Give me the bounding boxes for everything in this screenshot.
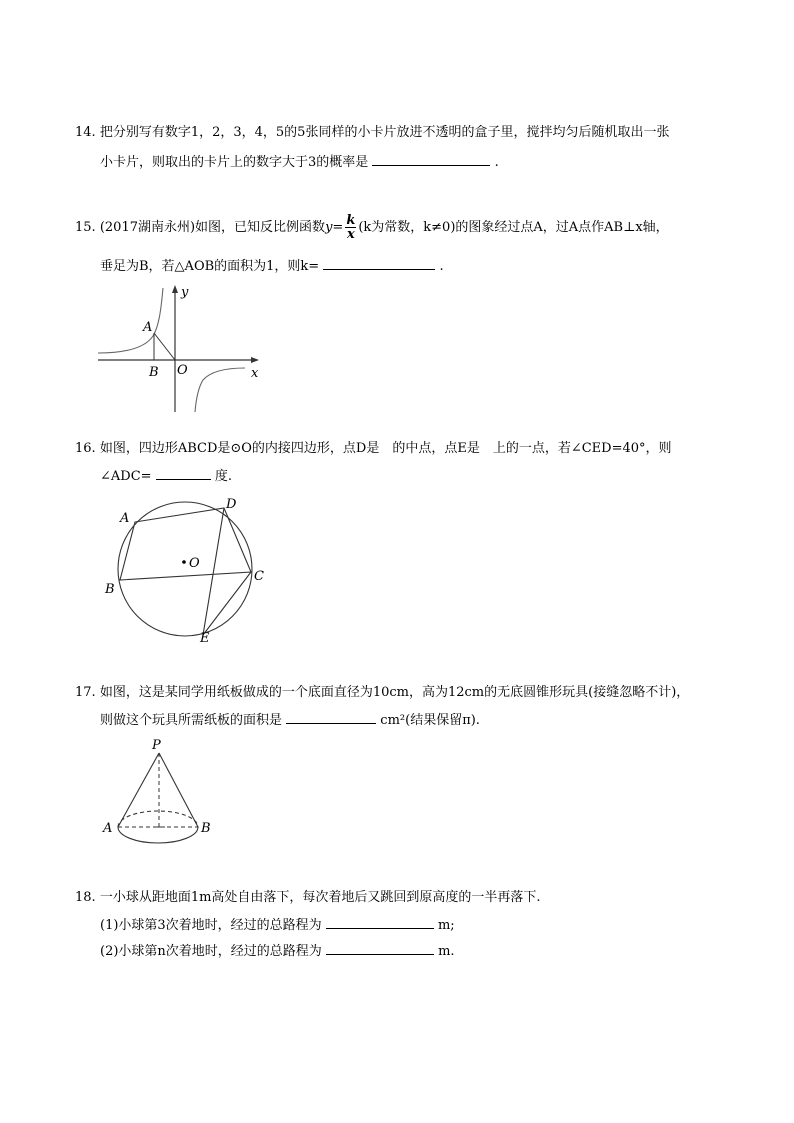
q16-answer-blank[interactable] <box>156 466 211 480</box>
q14-answer-blank[interactable] <box>372 152 490 166</box>
q14-text-2: 小卡片，则取出的卡片上的数字大于3的概率是 <box>100 155 369 170</box>
q15-y-eq: y= <box>325 220 344 235</box>
q18-number: 18. <box>75 890 96 905</box>
label-b: B <box>149 365 159 380</box>
q16-text-1: 如图，四边形ABCD是⊙O的内接四边形，点D是 的中点，点E是 上的一点，若∠CED=40°，则 <box>99 441 672 456</box>
q15-line1 <box>75 214 669 241</box>
q16-number: 16. <box>75 441 96 456</box>
label-c: C <box>254 569 264 584</box>
cone-base-back <box>118 811 198 827</box>
segment-ce <box>203 572 251 635</box>
q15-text-2: (k为常数，k≠0)的图象经过点A，过A点作AB⊥x轴， <box>358 220 669 235</box>
q18-sub2-end: m. <box>438 944 455 959</box>
q18-text-1: 一小球从距地面1m高处自由落下，每次着地后又跳回到原高度的一半再落下. <box>99 890 541 905</box>
label-x: x <box>251 366 259 381</box>
q18-sub1-answer-blank[interactable] <box>326 915 434 929</box>
q18-line1 <box>75 889 541 907</box>
q15-frac-num: k <box>346 213 356 228</box>
x-axis-arrow <box>251 357 259 363</box>
q14-number: 14. <box>75 125 96 140</box>
q16-line2 <box>100 466 232 486</box>
circle-o <box>118 502 252 636</box>
q17-line1 <box>75 684 689 702</box>
q14-line1 <box>75 124 669 142</box>
q17-unit: cm²(结果保留π). <box>380 713 480 728</box>
q15-text-1: (2017湖南永州)如图，已知反比例函数 <box>99 220 326 235</box>
q16-circle-figure <box>100 495 275 647</box>
label-b: B <box>105 582 115 597</box>
segment-ao <box>154 333 175 360</box>
q15-frac-den: x <box>346 227 355 242</box>
cone-side-pa <box>118 753 159 827</box>
q15-line2 <box>100 256 444 276</box>
q18-sub1-text: (1)小球第3次着地时，经过的总路程为 <box>100 918 322 933</box>
y-axis-arrow <box>172 285 178 293</box>
q15-hyperbola-figure <box>95 280 270 415</box>
q15-end: . <box>439 259 444 274</box>
label-o: O <box>177 363 188 378</box>
q14-text-1: 把分别写有数字1，2，3，4，5的5张同样的小卡片放进不透明的盒子里，搅拌均匀后随机取出一张 <box>99 125 670 140</box>
label-a: A <box>103 821 113 836</box>
q15-answer-blank[interactable] <box>323 256 435 270</box>
q14-line2 <box>100 152 499 172</box>
label-a: A <box>120 511 130 526</box>
q16-end: 度. <box>214 469 232 484</box>
center-o <box>182 560 186 564</box>
label-p: P <box>152 738 161 753</box>
q15-text-3: 垂足为B，若△AOB的面积为1，则k= <box>100 259 320 274</box>
q17-cone-figure <box>100 735 220 855</box>
q18-sub1-end: m; <box>437 918 455 933</box>
q15-number: 15. <box>75 220 96 235</box>
label-a: A <box>143 320 153 335</box>
label-d: D <box>226 497 237 512</box>
quadrilateral-abcd <box>120 508 251 580</box>
hyperbola-branch-left <box>98 288 163 353</box>
q18-sub2 <box>100 941 455 961</box>
q17-text-2: 则做这个玩具所需纸板的面积是 <box>100 713 283 728</box>
q17-number: 17. <box>75 685 96 700</box>
q18-sub1 <box>100 915 455 935</box>
segment-de <box>203 508 224 635</box>
q15-fraction <box>345 214 356 241</box>
q16-line1 <box>75 440 672 458</box>
cone-side-pb <box>159 753 198 827</box>
q18-sub2-text: (2)小球第n次着地时，经过的总路程为 <box>100 944 322 959</box>
hyperbola-branch-right <box>195 368 245 412</box>
label-y: y <box>181 285 189 300</box>
q14-end: . <box>494 155 499 170</box>
q17-line2 <box>100 710 480 730</box>
q17-text-1: 如图，这是某同学用纸板做成的一个底面直径为10cm，高为12cm的无底圆锥形玩具(接缝忽略不计)， <box>99 685 690 700</box>
label-b: B <box>201 821 211 836</box>
q16-text-2: ∠ADC= <box>100 469 152 484</box>
q18-sub2-answer-blank[interactable] <box>326 941 434 955</box>
cone-base-front <box>118 827 198 843</box>
q17-answer-blank[interactable] <box>286 710 376 724</box>
label-e: E <box>200 631 210 646</box>
label-o: O <box>189 556 200 571</box>
